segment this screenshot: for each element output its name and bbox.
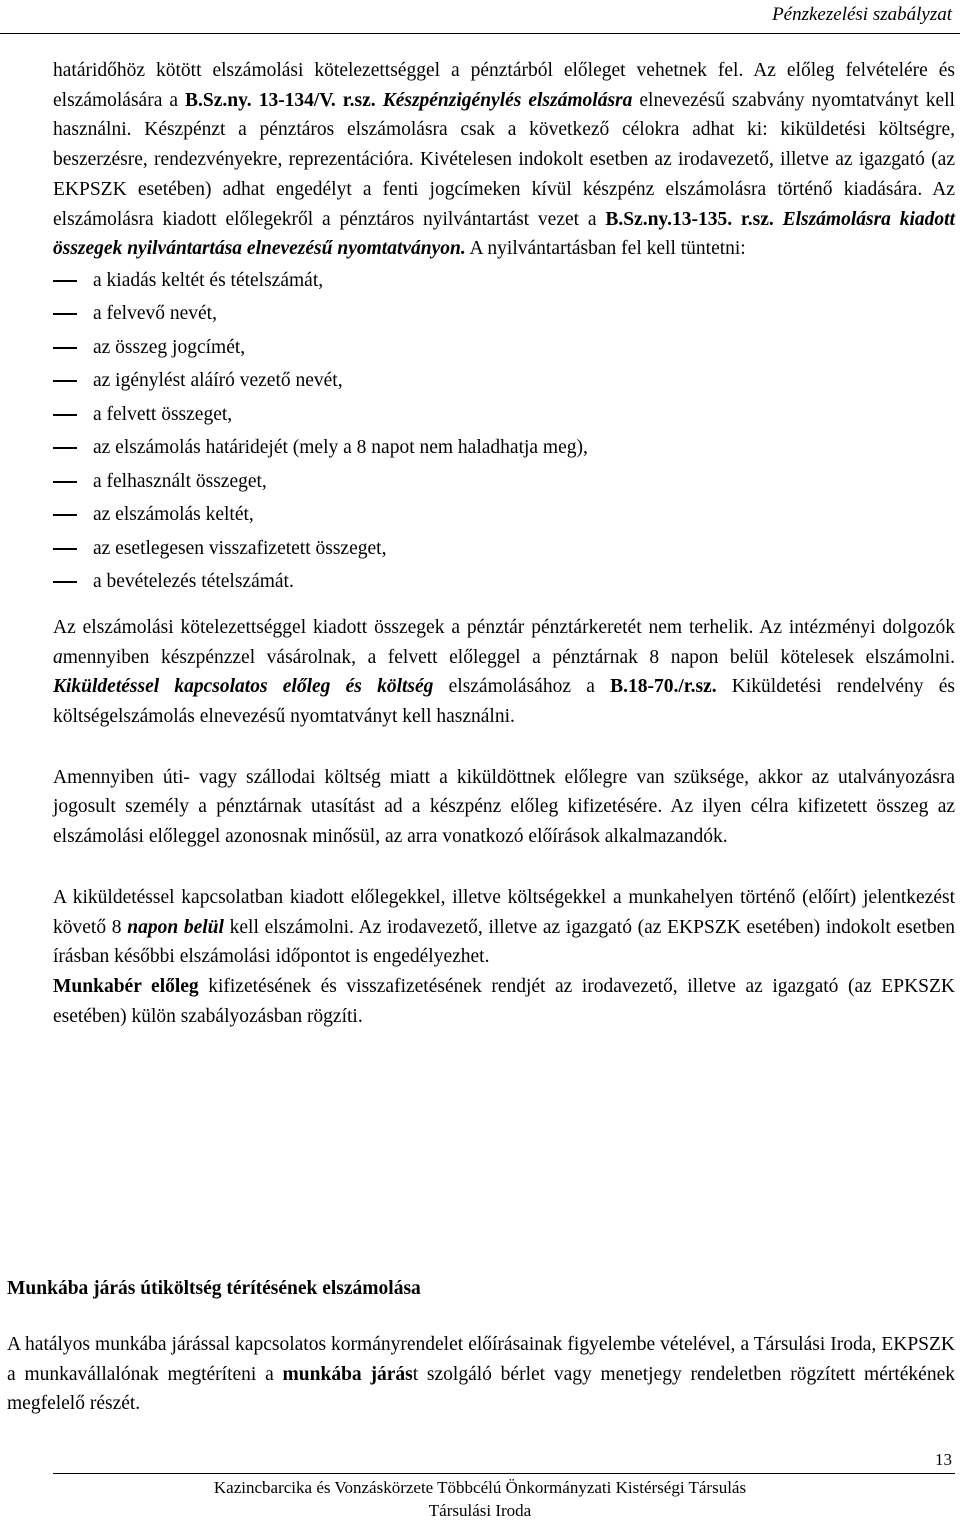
list-item: a felhasznált összeget, — [53, 465, 955, 499]
emphasis: Munkabér előleg — [53, 975, 199, 997]
section-heading: Munkába járás útiköltség térítésének elszámolása — [7, 1278, 421, 1299]
text: elnevezésű szabvány nyomtatványt kell használni. Készpénzt a pénztáros elszámolásra csak a következő célokra adhat ki: kiküldetési költségre, beszerzésre, rendezvényekre, reprezentációra. Kivételesen indokolt esetben az irodavezető, illetve az igazgató (az EKPSZK esetében) adhat engedélyt a fenti jogcímeken kívül készpénz elszámolásra történő kiadására. Az elszámolásra kiadott előlegekről a pénztáros nyilvántartást vezet a — [53, 89, 955, 230]
text — [376, 90, 383, 111]
text: A hatályos munkába járással kapcsolatos kormányrendelet előírásainak figyelembe vételével, a Társulási Iroda, EKPSZK a munkavállalónak megtéríteni a — [7, 1334, 955, 1385]
text — [774, 209, 783, 230]
text: a — [53, 646, 63, 668]
header-title: Pénzkezelési szabályzat — [772, 4, 952, 25]
footer-office: Társulási Iroda — [428, 1501, 532, 1520]
emphasis: napon belül — [127, 916, 224, 938]
text: kifizetésének és visszafizetésének rendjét az irodavezető, illetve az igazgató (az EPKSZK esetében) külön szabályozásban rögzíti. — [53, 975, 955, 1027]
text: A kiküldetéssel kapcsolatban kiadott előlegekkel, illetve költségekkel a munkahelyen történő (előírt) jelentkezést követő 8 — [53, 886, 955, 938]
form-name: Készpénzigénylés elszámolásra — [382, 89, 633, 111]
paragraph-settlement — [53, 613, 955, 732]
emphasis: munkába járás — [282, 1363, 413, 1385]
page-footer — [0, 1476, 960, 1522]
text: kell elszámolni. Az irodavezető, illetve az igazgató (az EKPSZK esetében) indokolt esetben írásban későbbi elszámolási időpontot is engedélyezhet. — [53, 916, 955, 968]
list-item: az elszámolás keltét, — [53, 498, 955, 532]
document-body — [53, 56, 955, 1031]
footer-divider — [53, 1473, 955, 1474]
form-reference: B.18-70./r.sz. — [610, 676, 717, 698]
paragraph-deadline — [53, 883, 955, 972]
list-item: a bevételezés tételszámát. — [53, 565, 955, 599]
page-header — [0, 0, 960, 34]
emphasis: Kiküldetéssel kapcsolatos előleg és költség — [53, 676, 434, 698]
list-item: a kiadás keltét és tételszámát, — [53, 264, 955, 298]
list-item: az elszámolás határidejét (mely a 8 napot nem haladhatja meg), — [53, 431, 955, 465]
list-item: az összeg jogcímét, — [53, 331, 955, 365]
text: elszámolásához a — [433, 676, 611, 698]
paragraph-travel-advance: Amennyiben úti- vagy szállodai költség miatt a kiküldöttnek előlegre van szüksége, akkor az utalványozásra jogosult személy a pénztárnak utasítást ad a készpénz előleg kifizetésére. Az ilyen célra kifizetett összeg az elszámolási előleggel azonosnak minősül, az arra vonatkozó előírások alkalmazandók. — [53, 766, 955, 848]
form-reference: B.Sz.ny.13-135. r.sz. — [605, 208, 774, 230]
paragraph-salary-advance — [53, 972, 955, 1031]
text: határidőhöz kötött elszámolási kötelezettséggel a pénztárból előleget vehetnek fel. Az előleg felvételére és elszámolására a — [53, 60, 955, 111]
paragraph-commute — [7, 1330, 955, 1419]
text: Az elszámolási kötelezettséggel kiadott összegek a pénztár pénztárkeretét nem terhelik. Az intézményi dolgozók — [53, 616, 955, 638]
text: A nyilvántartásban fel kell tüntetni: — [465, 238, 746, 260]
page-number: 13 — [935, 1450, 952, 1469]
text: t szolgáló bérlet vagy menetjegy rendeletben rögzített mértékének megfelelő részét. — [7, 1363, 955, 1415]
list-item: a felvevő nevét, — [53, 297, 955, 331]
text: mennyiben készpénzzel vásárolnak, a felvett előleggel a pénztárnak 8 napon belül kötelesek elszámolni. — [62, 646, 955, 668]
list-item: az igénylést aláíró vezető nevét, — [53, 364, 955, 398]
footer-organization: Kazincbarcika és Vonzáskörzete Többcélú Önkormányzati Kistérségi Társulás — [213, 1478, 747, 1497]
section-commute — [7, 1330, 955, 1419]
form-reference: B.Sz.ny. 13-134/V. r.sz. — [185, 89, 376, 111]
form-name: Elszámolásra kiadott összegek nyilvántartása elnevezésű nyomtatványon. — [53, 208, 955, 260]
record-fields-list — [53, 264, 955, 599]
text: Kiküldetési rendelvény és költségelszámolás elnevezésű nyomtatványt kell használni. — [53, 676, 955, 728]
paragraph-advance-rules — [53, 56, 955, 264]
list-item: a felvett összeget, — [53, 398, 955, 432]
list-item: az esetlegesen visszafizetett összeget, — [53, 532, 955, 566]
